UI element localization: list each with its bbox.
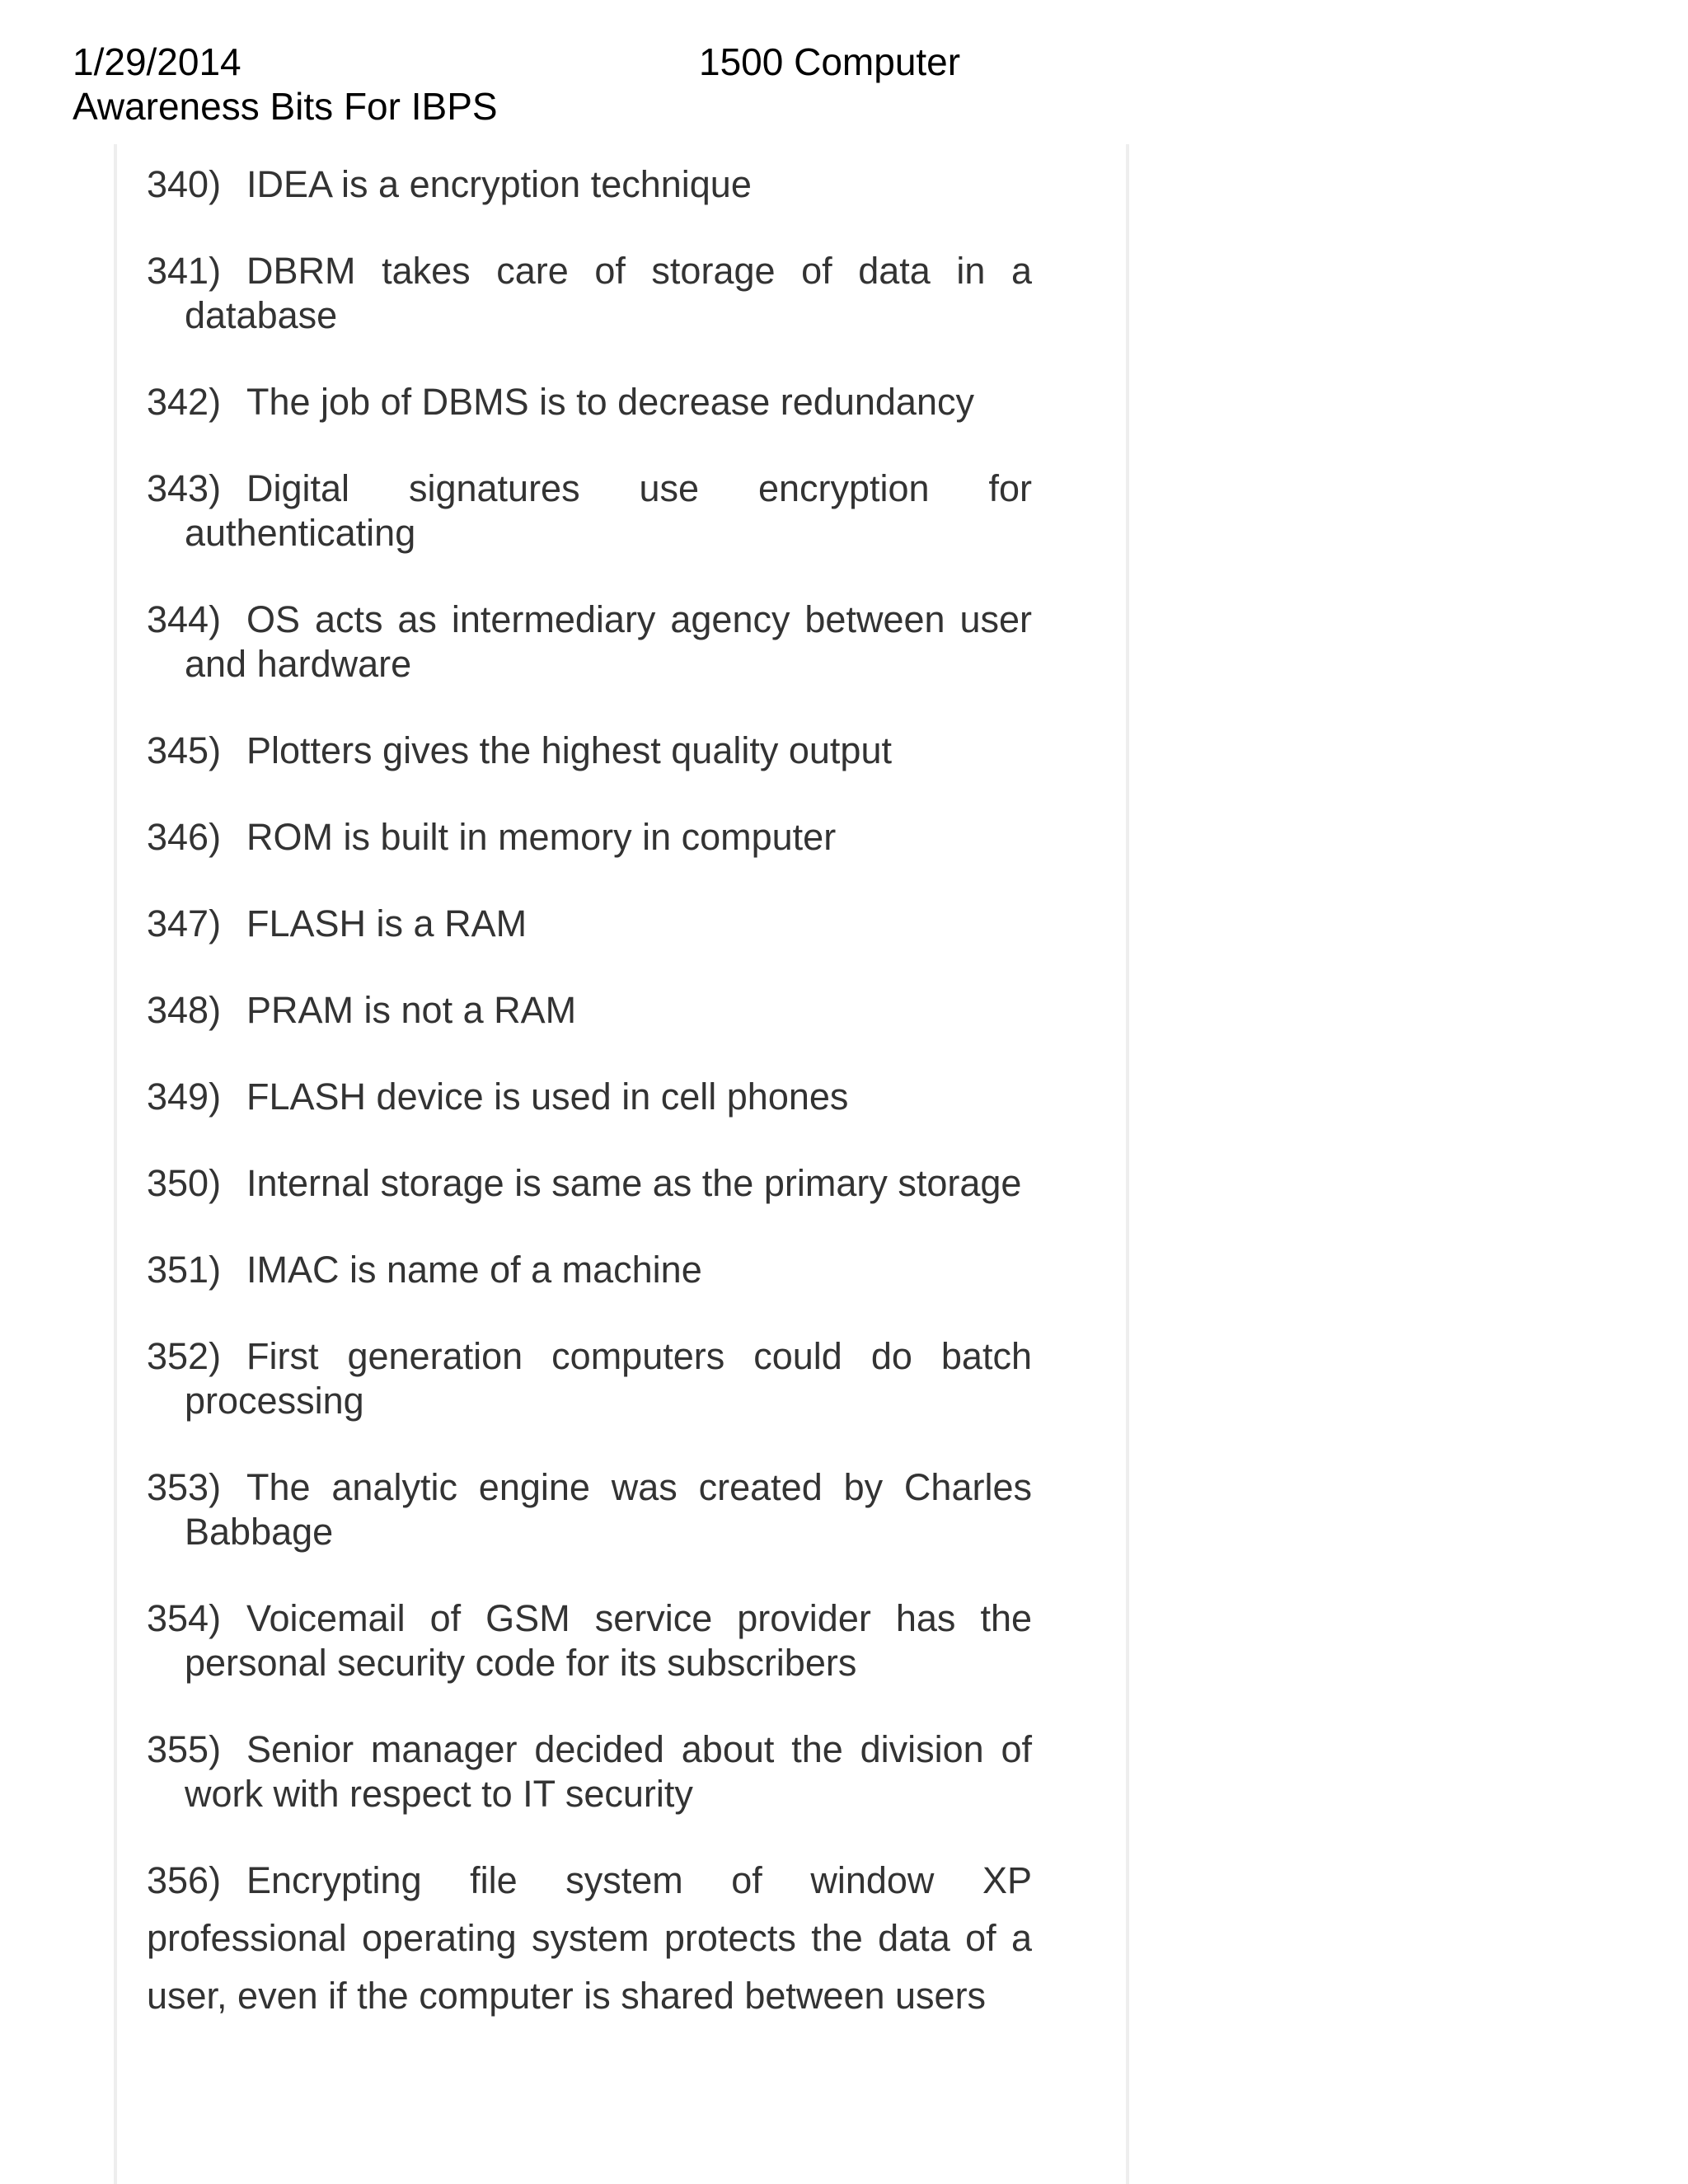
- list-item: [147, 466, 1032, 555]
- item-number: 341): [147, 250, 222, 292]
- item-text: Digital signatures use encryption for authenticating: [185, 467, 1032, 554]
- item-number: 346): [147, 816, 222, 858]
- item-text: DBRM takes care of storage of data in a database: [185, 250, 1032, 336]
- item-number: 344): [147, 598, 222, 640]
- list-item: [147, 162, 1032, 207]
- list-item: [147, 1727, 1032, 1816]
- document-title-part2: Awareness Bits For IBPS: [73, 85, 498, 128]
- item-text: IDEA is a encryption technique: [246, 163, 752, 205]
- item-text: Senior manager decided about the division of work with respect to IT security: [185, 1728, 1032, 1815]
- item-text: ROM is built in memory in computer: [246, 816, 837, 858]
- print-header: [73, 40, 1062, 129]
- list-item: [147, 1852, 1032, 2025]
- document-title-part1: 1500 Computer: [699, 40, 961, 83]
- item-text: FLASH device is used in cell phones: [246, 1076, 849, 1118]
- item-number: 347): [147, 902, 222, 944]
- item-number: 342): [147, 381, 222, 423]
- item-text: IMAC is name of a machine: [246, 1249, 702, 1291]
- list-item: [147, 902, 1032, 946]
- list-item: [147, 1465, 1032, 1554]
- item-number: 345): [147, 729, 222, 771]
- list-item: [147, 1248, 1032, 1292]
- item-number: 340): [147, 163, 222, 205]
- item-text: OS acts as intermediary agency between user and hardware: [185, 598, 1032, 685]
- item-text: First generation computers could do batch processing: [185, 1335, 1032, 1422]
- content-column: [114, 144, 1129, 2184]
- list-item: [147, 249, 1032, 338]
- item-number: 355): [147, 1728, 222, 1770]
- list-item: [147, 380, 1032, 424]
- list-item: [147, 1334, 1032, 1423]
- item-number: 356): [147, 1859, 222, 1901]
- list-item: [147, 1075, 1032, 1119]
- bits-list: [147, 162, 1032, 2067]
- item-text: Encrypting file system of window XP professional operating system protects the data of a user, even if the computer is shared between users: [147, 1859, 1032, 2017]
- item-number: 349): [147, 1076, 222, 1118]
- list-item: [147, 1596, 1032, 1685]
- item-number: 351): [147, 1249, 222, 1291]
- list-item: [147, 598, 1032, 687]
- list-item: [147, 815, 1032, 860]
- list-item: [147, 988, 1032, 1033]
- item-number: 348): [147, 989, 222, 1031]
- item-text: The analytic engine was created by Charles Babbage: [185, 1466, 1032, 1553]
- list-item: [147, 1161, 1032, 1206]
- list-item: [147, 729, 1032, 773]
- item-text: Plotters gives the highest quality output: [246, 729, 892, 771]
- item-text: Internal storage is same as the primary storage: [246, 1162, 1022, 1204]
- item-number: 350): [147, 1162, 222, 1204]
- item-number: 353): [147, 1466, 222, 1508]
- item-number: 354): [147, 1597, 222, 1639]
- item-text: Voicemail of GSM service provider has the personal security code for its subscribers: [185, 1597, 1032, 1684]
- item-text: The job of DBMS is to decrease redundancy: [246, 381, 974, 423]
- item-text: FLASH is a RAM: [246, 902, 528, 944]
- item-text: PRAM is not a RAM: [246, 989, 577, 1031]
- print-date: 1/29/2014: [73, 40, 241, 83]
- item-number: 343): [147, 467, 222, 509]
- item-number: 352): [147, 1335, 222, 1377]
